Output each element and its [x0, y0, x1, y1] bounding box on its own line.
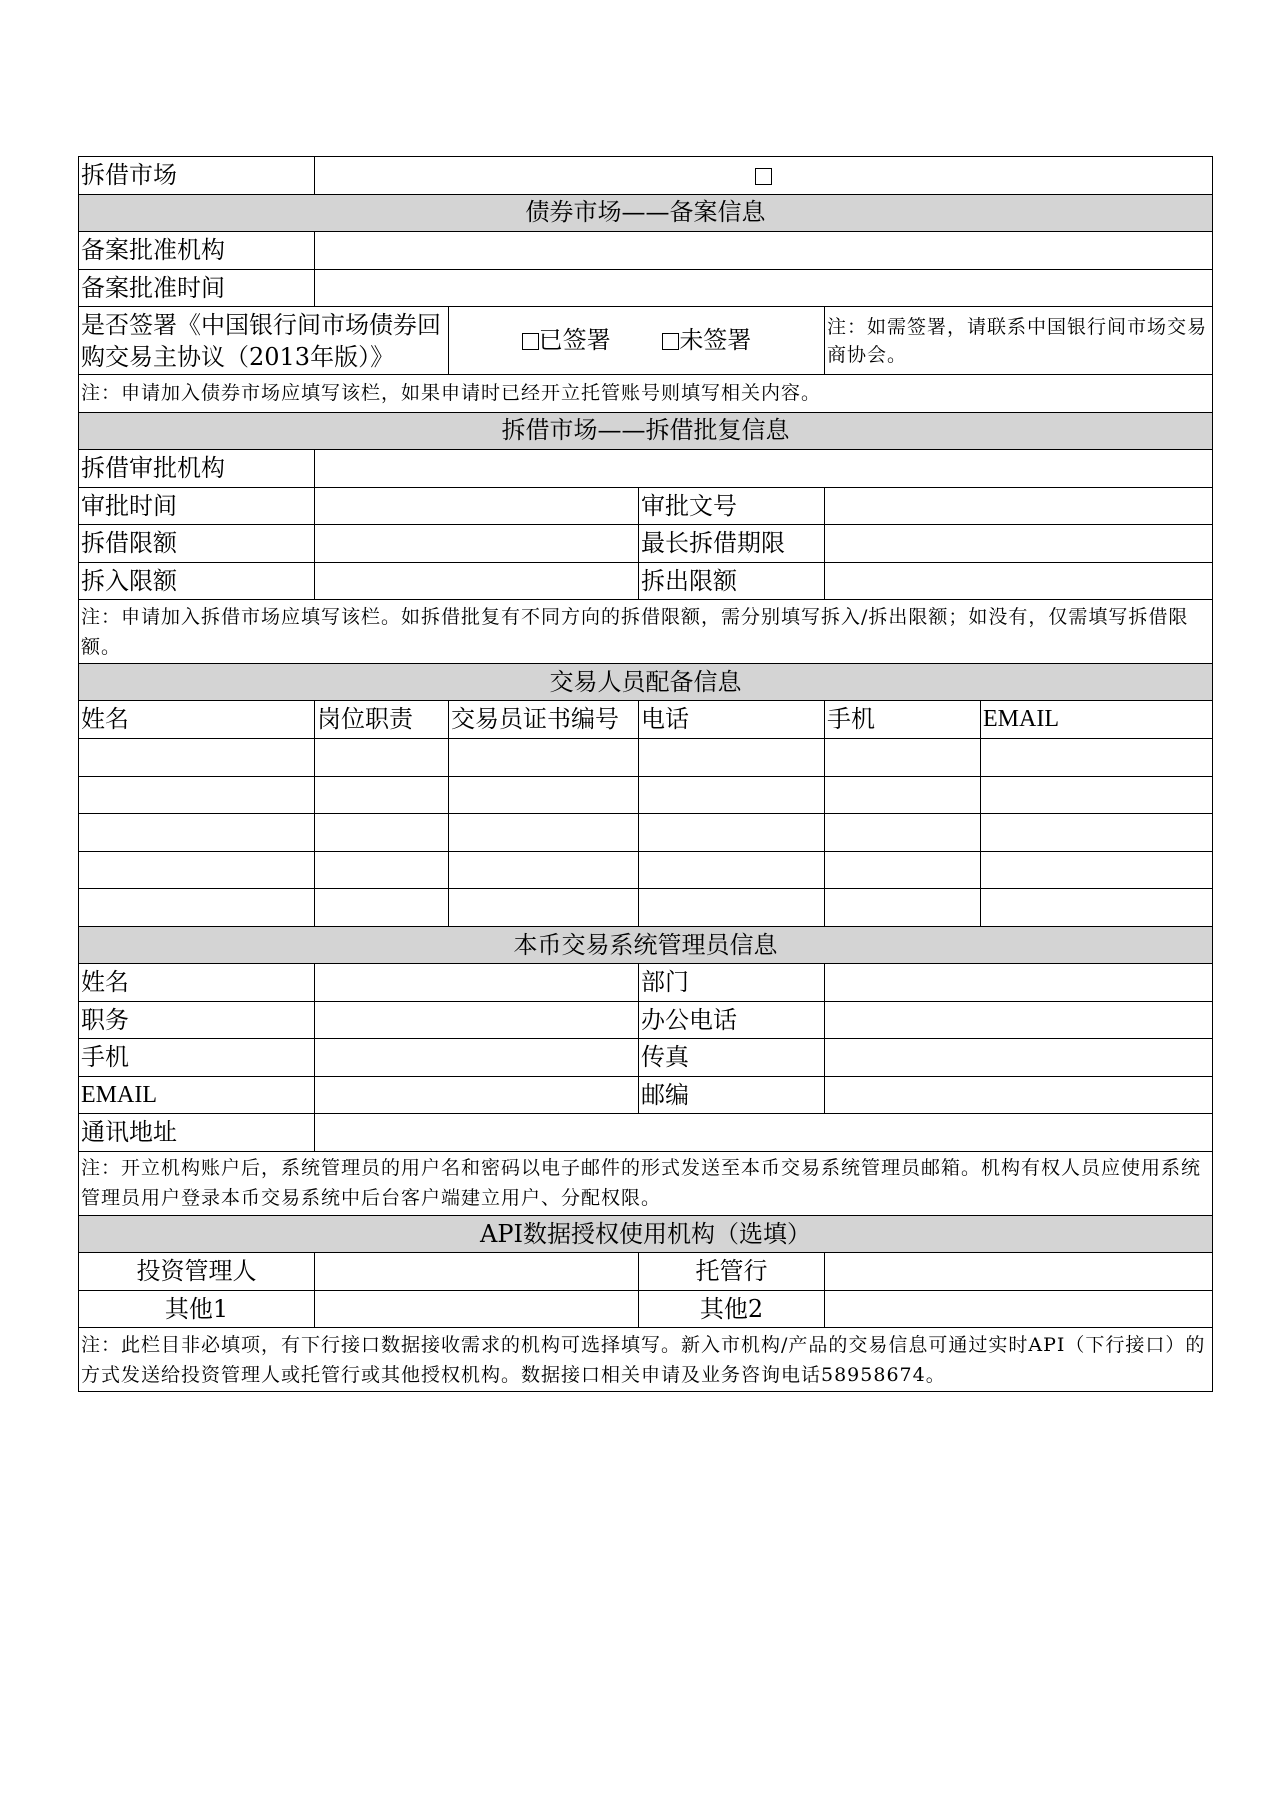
- interbank-approval-org-field[interactable]: [315, 450, 1213, 488]
- lend-out-limit-label: 拆出限额: [639, 562, 825, 600]
- interbank-approval-org-label: 拆借审批机构: [79, 450, 315, 488]
- signed-option[interactable]: [522, 326, 611, 354]
- traders-col-email: EMAIL: [981, 701, 1213, 739]
- trader-cell[interactable]: [315, 738, 449, 776]
- admin-name-label: 姓名: [79, 964, 315, 1002]
- trader-row: [79, 814, 1213, 852]
- trader-row: [79, 889, 1213, 927]
- unsigned-option[interactable]: [662, 326, 751, 354]
- trader-cell[interactable]: [825, 814, 981, 852]
- trader-cell[interactable]: [639, 851, 825, 889]
- trader-cell[interactable]: [315, 851, 449, 889]
- api-header: API数据授权使用机构（选填）: [79, 1215, 1213, 1253]
- trader-cell[interactable]: [315, 814, 449, 852]
- admin-email-field[interactable]: [315, 1076, 639, 1114]
- trader-cell[interactable]: [825, 738, 981, 776]
- admin-office-phone-label: 办公电话: [639, 1001, 825, 1039]
- approval-doc-no-label: 审批文号: [639, 487, 825, 525]
- filing-approval-time-label: 备案批准时间: [79, 269, 315, 307]
- max-term-label: 最长拆借期限: [639, 525, 825, 563]
- trader-cell[interactable]: [639, 738, 825, 776]
- unsigned-label: 未签署: [679, 326, 752, 355]
- filing-approval-org-field[interactable]: [315, 232, 1213, 270]
- trader-cell[interactable]: [981, 851, 1213, 889]
- api-note: 注：此栏目非必填项，有下行接口数据接收需求的机构可选择填写。新入市机构/产品的交易信息可通过实时API（下行接口）的方式发送给投资管理人或托管行或其他授权机构。数据接口相关申请及业务咨询电话58958674。: [79, 1328, 1213, 1392]
- trader-cell[interactable]: [981, 776, 1213, 814]
- traders-column-headers: [79, 701, 1213, 739]
- trader-cell[interactable]: [449, 738, 639, 776]
- trader-cell[interactable]: [825, 776, 981, 814]
- trader-cell[interactable]: [315, 776, 449, 814]
- admin-position-label: 职务: [79, 1001, 315, 1039]
- investment-manager-label: 投资管理人: [79, 1253, 315, 1291]
- bond-filing-header: 债券市场——备案信息: [79, 194, 1213, 232]
- trader-cell[interactable]: [79, 738, 315, 776]
- approval-time-label: 审批时间: [79, 487, 315, 525]
- trader-cell[interactable]: [449, 889, 639, 927]
- trader-cell[interactable]: [825, 851, 981, 889]
- traders-col-phone: 电话: [639, 701, 825, 739]
- trader-cell[interactable]: [315, 889, 449, 927]
- admin-department-label: 部门: [639, 964, 825, 1002]
- application-form-table: [78, 156, 1213, 1392]
- admin-address-label: 通讯地址: [79, 1114, 315, 1152]
- interbank-approval-note: 注：申请加入拆借市场应填写该栏。如拆借批复有不同方向的拆借限额，需分别填写拆入/拆出限额；如没有，仅需填写拆借限额。: [79, 600, 1213, 664]
- trader-cell[interactable]: [981, 889, 1213, 927]
- filing-approval-org-label: 备案批准机构: [79, 232, 315, 270]
- admin-department-field[interactable]: [825, 964, 1213, 1002]
- other2-label: 其他2: [639, 1290, 825, 1328]
- lending-limit-field[interactable]: [315, 525, 639, 563]
- admin-fax-field[interactable]: [825, 1039, 1213, 1077]
- trader-row: [79, 851, 1213, 889]
- approval-doc-no-field[interactable]: [825, 487, 1213, 525]
- admin-postcode-field[interactable]: [825, 1076, 1213, 1114]
- signed-label: 已签署: [538, 326, 611, 355]
- trader-cell[interactable]: [79, 851, 315, 889]
- other1-field[interactable]: [315, 1290, 639, 1328]
- admin-fax-label: 传真: [639, 1039, 825, 1077]
- trader-cell[interactable]: [449, 851, 639, 889]
- admin-mobile-label: 手机: [79, 1039, 315, 1077]
- admin-note: 注：开立机构账户后，系统管理员的用户名和密码以电子邮件的形式发送至本币交易系统管理员邮箱。机构有权人员应使用系统管理员用户登录本币交易系统中后台客户端建立用户、分配权限。: [79, 1152, 1213, 1216]
- signed-checkbox[interactable]: [522, 333, 539, 350]
- trader-cell[interactable]: [449, 814, 639, 852]
- trader-cell[interactable]: [825, 889, 981, 927]
- custodian-field[interactable]: [825, 1253, 1213, 1291]
- approval-time-field[interactable]: [315, 487, 639, 525]
- swap-market-label: 拆借市场: [79, 157, 315, 195]
- traders-col-mobile: 手机: [825, 701, 981, 739]
- max-term-field[interactable]: [825, 525, 1213, 563]
- other2-field[interactable]: [825, 1290, 1213, 1328]
- agreement-question-label: 是否签署《中国银行间市场债券回购交易主协议（2013年版）》: [79, 307, 449, 375]
- trader-cell[interactable]: [981, 814, 1213, 852]
- admin-postcode-label: 邮编: [639, 1076, 825, 1114]
- agreement-note: 注：如需签署，请联系中国银行间市场交易商协会。: [825, 307, 1213, 375]
- swap-market-row: [79, 157, 1213, 195]
- borrow-in-limit-field[interactable]: [315, 562, 639, 600]
- trader-cell[interactable]: [981, 738, 1213, 776]
- trader-row: [79, 738, 1213, 776]
- custodian-label: 托管行: [639, 1253, 825, 1291]
- traders-col-cert-no: 交易员证书编号: [449, 701, 639, 739]
- admin-name-field[interactable]: [315, 964, 639, 1002]
- unsigned-checkbox[interactable]: [662, 333, 679, 350]
- trader-cell[interactable]: [79, 889, 315, 927]
- trader-cell[interactable]: [639, 776, 825, 814]
- trader-cell[interactable]: [449, 776, 639, 814]
- traders-col-name: 姓名: [79, 701, 315, 739]
- interbank-approval-header: 拆借市场——拆借批复信息: [79, 412, 1213, 450]
- agreement-options: [449, 307, 825, 375]
- other1-label: 其他1: [79, 1290, 315, 1328]
- swap-market-checkbox[interactable]: [755, 168, 772, 185]
- bond-filing-note: 注：申请加入债券市场应填写该栏，如果申请时已经开立托管账号则填写相关内容。: [79, 374, 1213, 412]
- filing-approval-time-field[interactable]: [315, 269, 1213, 307]
- admin-position-field[interactable]: [315, 1001, 639, 1039]
- admin-office-phone-field[interactable]: [825, 1001, 1213, 1039]
- admin-mobile-field[interactable]: [315, 1039, 639, 1077]
- traders-col-duty: 岗位职责: [315, 701, 449, 739]
- traders-header: 交易人员配备信息: [79, 663, 1213, 701]
- admin-header: 本币交易系统管理员信息: [79, 926, 1213, 964]
- trader-cell[interactable]: [639, 889, 825, 927]
- admin-email-label: EMAIL: [79, 1076, 315, 1114]
- borrow-in-limit-label: 拆入限额: [79, 562, 315, 600]
- trader-cell[interactable]: [79, 776, 315, 814]
- admin-address-field[interactable]: [315, 1114, 1213, 1152]
- lend-out-limit-field[interactable]: [825, 562, 1213, 600]
- lending-limit-label: 拆借限额: [79, 525, 315, 563]
- trader-cell[interactable]: [639, 814, 825, 852]
- trader-row: [79, 776, 1213, 814]
- swap-market-checkbox-cell[interactable]: [315, 157, 1213, 195]
- investment-manager-field[interactable]: [315, 1253, 639, 1291]
- trader-cell[interactable]: [79, 814, 315, 852]
